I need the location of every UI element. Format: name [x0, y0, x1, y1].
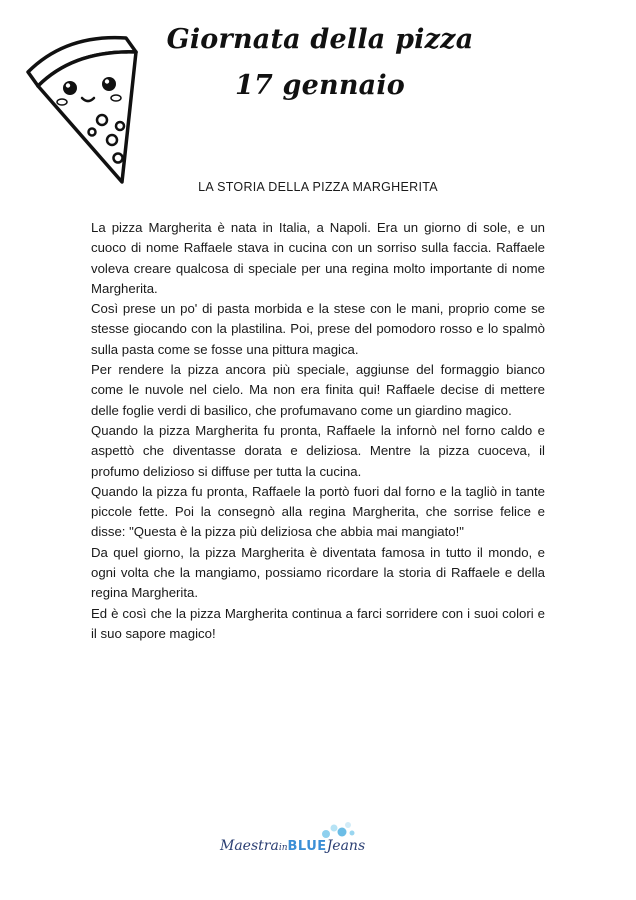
brand-logo-part: BLUE [287, 839, 327, 854]
story-paragraph: Quando la pizza fu pronta, Raffaele la portò fuori dal forno e la tagliò in tante piccole fette. Poi la consegnò alla regina Margherita, che sorrise felice e disse: "Questa è la pizza più deliziosa che abbia mai mangiato!" [91, 483, 545, 540]
story-paragraph: Da quel giorno, la pizza Margherita è diventata famosa in tutto il mondo, e ogni volta che la mangiamo, possiamo ricordare la storia di Raffaele e della regina Margherita. [91, 544, 545, 601]
brand-logo [220, 820, 420, 870]
bubble-dots-icon [318, 820, 358, 840]
brand-logo-part: Maestra [220, 838, 279, 854]
story-paragraph: La pizza Margherita è nata in Italia, a Napoli. Era un giorno di sole, e un cuoco di nome Raffaele stava in cucina con un sorriso sulla faccia. Raffaele voleva creare qualcosa di speciale per una regina molto importante di nome Margherita. [91, 220, 545, 296]
pizza-slice-icon [22, 28, 140, 188]
story-body [91, 218, 545, 644]
story-paragraph: Quando la pizza Margherita fu pronta, Raffaele la infornò nel forno caldo e aspettò che diventasse dorata e deliziosa. Mentre la pizza cuoceva, il profumo delizioso si diffuse per tutta la cucina. [91, 422, 545, 479]
brand-logo-part: Jeans [326, 838, 366, 854]
story-heading: LA STORIA DELLA PIZZA MARGHERITA [198, 180, 438, 194]
story-paragraph: Per rendere la pizza ancora più speciale, aggiunse del formaggio bianco come le nuvole nel cielo. Ma non era finita qui! Raffaele decise di mettere delle foglie verdi di basilico, che profumavano come un giardino magico. [91, 362, 545, 418]
story-paragraph: Ed è così che la pizza Margherita continua a farci sorridere con i suoi colori e il suo sapore magico! [91, 605, 545, 641]
page-date: 17 gennaio [234, 70, 406, 101]
brand-logo-text [220, 838, 420, 854]
page-title: Giornata della pizza [166, 24, 474, 55]
story-paragraph: Così prese un po' di pasta morbida e la stese con le mani, proprio come se stesse giocando con la plastilina. Poi, prese del pomodoro rosso e lo spalmò sulla pasta come se fosse una pittura magica. [91, 301, 545, 357]
brand-logo-part: in [278, 843, 288, 853]
